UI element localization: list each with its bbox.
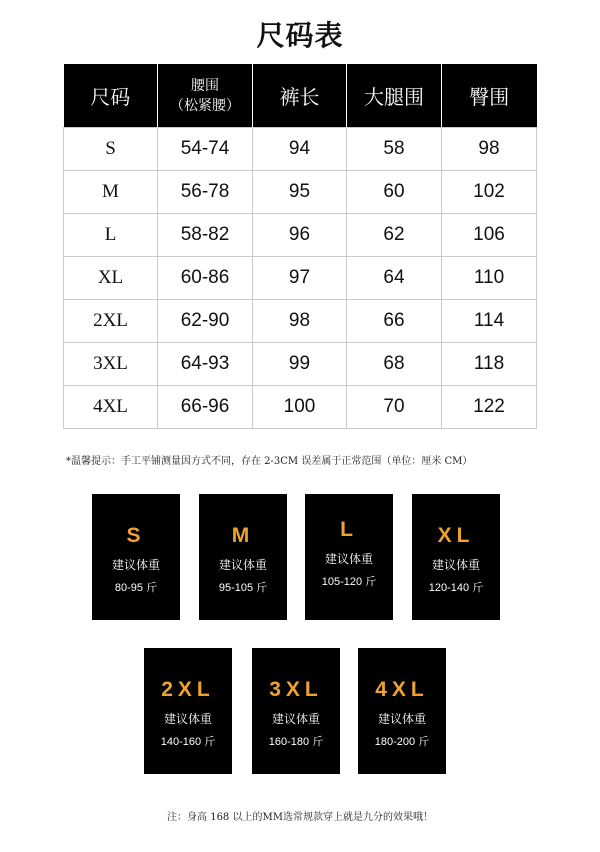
- card-weight-range: 140-160 斤: [160, 736, 216, 748]
- weight-card-l: [305, 494, 393, 620]
- card-advice: 建议体重: [324, 552, 373, 566]
- weight-card-4xl: [358, 648, 446, 774]
- card-advice: 建议体重: [163, 712, 212, 726]
- card-advice: 建议体重: [431, 558, 480, 572]
- header-size: 尺码: [64, 64, 158, 128]
- card-weight-range: 180-200 斤: [374, 736, 430, 748]
- cell-length: 97: [253, 257, 347, 300]
- card-weight-range: 95-105 斤: [218, 582, 268, 594]
- cell-size: S: [64, 128, 158, 171]
- cell-thigh: 58: [347, 128, 442, 171]
- card-advice: 建议体重: [218, 558, 267, 572]
- header-hip: 臀围: [442, 64, 537, 128]
- card-weight-range: 105-120 斤: [321, 576, 377, 588]
- header-length: 裤长: [253, 64, 347, 128]
- cell-thigh: 62: [347, 214, 442, 257]
- cell-hip: 102: [442, 171, 537, 214]
- header-waist: [158, 64, 253, 128]
- cell-size: M: [64, 171, 158, 214]
- table-row: [64, 171, 537, 214]
- cell-thigh: 68: [347, 343, 442, 386]
- cell-length: 95: [253, 171, 347, 214]
- cell-length: 99: [253, 343, 347, 386]
- cell-waist: 54-74: [158, 128, 253, 171]
- cell-hip: 122: [442, 386, 537, 429]
- weight-card-xl: [412, 494, 500, 620]
- header-thigh: 大腿围: [347, 64, 442, 128]
- cell-hip: 118: [442, 343, 537, 386]
- card-advice: 建议体重: [111, 558, 160, 572]
- cell-length: 94: [253, 128, 347, 171]
- table-row: [64, 214, 537, 257]
- cell-hip: 110: [442, 257, 537, 300]
- card-size-label: L: [340, 518, 358, 541]
- card-weight-range: 160-180 斤: [268, 736, 324, 748]
- weight-card-2xl: [144, 648, 232, 774]
- cell-size: 3XL: [64, 343, 158, 386]
- cell-length: 96: [253, 214, 347, 257]
- cell-hip: 114: [442, 300, 537, 343]
- card-size-label: 4XL: [375, 678, 429, 701]
- card-size-label: S: [126, 524, 146, 547]
- cell-waist: 56-78: [158, 171, 253, 214]
- card-advice: 建议体重: [271, 712, 320, 726]
- table-row: [64, 300, 537, 343]
- card-size-label: 3XL: [269, 678, 323, 701]
- card-weight-range: 120-140 斤: [428, 582, 484, 594]
- table-row: [64, 257, 537, 300]
- cell-size: XL: [64, 257, 158, 300]
- height-note: 注：身高 168 以上的MM选常规款穿上就是九分的效果哦！: [167, 812, 433, 823]
- card-size-label: XL: [437, 524, 475, 547]
- cell-length: 98: [253, 300, 347, 343]
- header-waist-line1: 腰围: [191, 77, 219, 94]
- cell-thigh: 70: [347, 386, 442, 429]
- cell-hip: 106: [442, 214, 537, 257]
- cell-size: L: [64, 214, 158, 257]
- cell-waist: 58-82: [158, 214, 253, 257]
- weight-card-s: [92, 494, 180, 620]
- cell-thigh: 66: [347, 300, 442, 343]
- table-row: [64, 386, 537, 429]
- cell-thigh: 64: [347, 257, 442, 300]
- weight-card-3xl: [252, 648, 340, 774]
- cell-waist: 62-90: [158, 300, 253, 343]
- cell-size: 2XL: [64, 300, 158, 343]
- card-size-label: 2XL: [161, 678, 215, 701]
- cell-waist: 60-86: [158, 257, 253, 300]
- weight-card-m: [199, 494, 287, 620]
- table-row: [64, 128, 537, 171]
- header-waist-line2: （松紧腰）: [170, 97, 240, 114]
- card-advice: 建议体重: [377, 712, 426, 726]
- cell-thigh: 60: [347, 171, 442, 214]
- cell-length: 100: [253, 386, 347, 429]
- cell-waist: 66-96: [158, 386, 253, 429]
- cell-size: 4XL: [64, 386, 158, 429]
- table-header-row: [64, 64, 537, 128]
- card-weight-range: 80-95 斤: [114, 582, 158, 594]
- table-row: [64, 343, 537, 386]
- size-table: [63, 64, 537, 429]
- page-title: 尺码表: [256, 19, 344, 52]
- cell-hip: 98: [442, 128, 537, 171]
- measurement-tip: *温馨提示：手工平铺测量因方式不同，存在 2-3CM 误差属于正常范围（单位：厘米 CM）: [66, 456, 473, 467]
- card-size-label: M: [231, 524, 255, 547]
- cell-waist: 64-93: [158, 343, 253, 386]
